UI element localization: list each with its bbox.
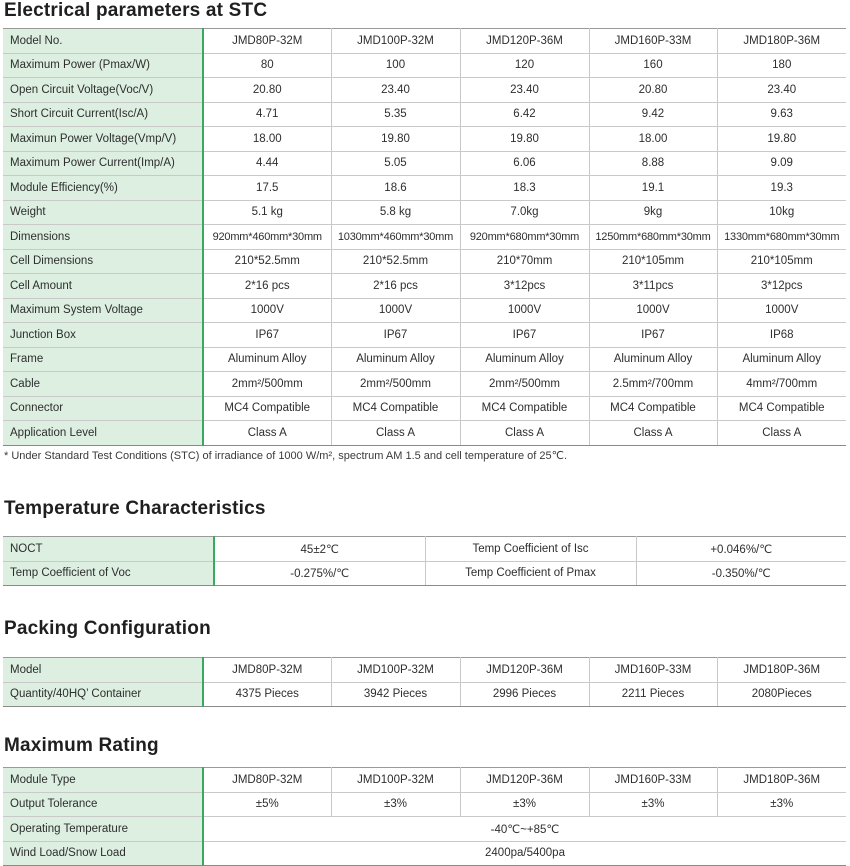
table-cell: 20.80 [589, 78, 717, 103]
row-label: Maximum Power Current(Imp/A) [3, 151, 203, 176]
table-cell: ±3% [460, 792, 589, 817]
packing-section-title: Packing Configuration [4, 618, 211, 639]
table-cell: 20.80 [203, 78, 331, 103]
table-row [3, 561, 846, 586]
row-label: NOCT [3, 537, 214, 562]
table-cell: JMD180P-36M [717, 768, 846, 793]
rating-section-title: Maximum Rating [4, 735, 159, 756]
table-cell: -0.275%/℃ [214, 561, 425, 586]
table-cell: 4.44 [203, 151, 331, 176]
table-cell: 6.42 [460, 102, 589, 127]
temperature-table [3, 536, 846, 586]
table-cell: JMD160P-33M [589, 658, 717, 683]
table-cell: JMD80P-32M [203, 768, 331, 793]
table-cell: 9kg [589, 200, 717, 225]
table-cell: 23.40 [717, 78, 846, 103]
table-cell: 4mm²/700mm [717, 372, 846, 397]
table-cell: 23.40 [460, 78, 589, 103]
table-cell: 18.3 [460, 176, 589, 201]
table-cell: Class A [331, 421, 460, 446]
table-cell: IP67 [331, 323, 460, 348]
stc-footnote: * Under Standard Test Conditions (STC) of irradiance of 1000 W/m², spectrum AM 1.5 and cell temperature of 25℃. [4, 450, 568, 462]
table-row [3, 792, 846, 817]
table-cell: 5.05 [331, 151, 460, 176]
table-cell: 19.80 [717, 127, 846, 152]
table-cell: Aluminum Alloy [589, 347, 717, 372]
rating-table [3, 767, 846, 866]
table-cell: 3*12pcs [717, 274, 846, 299]
table-cell: Class A [717, 421, 846, 446]
table-row [3, 841, 846, 866]
row-label: Application Level [3, 421, 203, 446]
table-cell: 45±2℃ [214, 537, 425, 562]
table-row [3, 421, 846, 446]
table-cell: 8.88 [589, 151, 717, 176]
table-row [3, 768, 846, 793]
table-row [3, 274, 846, 299]
table-cell: 1250mm*680mm*30mm [589, 225, 717, 250]
row-label: Model [3, 658, 203, 683]
table-row [3, 817, 846, 842]
table-cell: JMD160P-33M [589, 29, 717, 54]
table-cell: 100 [331, 53, 460, 78]
table-cell: 23.40 [331, 78, 460, 103]
table-cell: JMD80P-32M [203, 658, 331, 683]
table-row [3, 682, 846, 707]
table-cell: JMD180P-36M [717, 658, 846, 683]
table-cell: ±3% [331, 792, 460, 817]
table-row [3, 176, 846, 201]
table-row [3, 200, 846, 225]
table-row [3, 249, 846, 274]
table-cell: +0.046%/℃ [636, 537, 846, 562]
table-cell: 1330mm*680mm*30mm [717, 225, 846, 250]
table-cell: 1000V [331, 298, 460, 323]
table-row [3, 323, 846, 348]
table-row [3, 298, 846, 323]
row-label: Frame [3, 347, 203, 372]
table-cell: 2080Pieces [717, 682, 846, 707]
table-cell: 3*12pcs [460, 274, 589, 299]
table-cell: JMD100P-32M [331, 29, 460, 54]
table-row [3, 78, 846, 103]
row-label: Wind Load/Snow Load [3, 841, 203, 866]
table-cell: 3942 Pieces [331, 682, 460, 707]
table-cell: 5.8 kg [331, 200, 460, 225]
row-label: Short Circuit Current(Isc/A) [3, 102, 203, 127]
table-cell: JMD100P-32M [331, 658, 460, 683]
table-cell: 120 [460, 53, 589, 78]
table-cell: 2mm²/500mm [331, 372, 460, 397]
table-cell: JMD120P-36M [460, 29, 589, 54]
table-cell: 210*52.5mm [331, 249, 460, 274]
row-label: Cable [3, 372, 203, 397]
table-cell: 19.80 [460, 127, 589, 152]
row-label: Cell Dimensions [3, 249, 203, 274]
table-cell: MC4 Compatible [717, 396, 846, 421]
row-label: Model No. [3, 29, 203, 54]
table-cell: 19.80 [331, 127, 460, 152]
table-cell: 6.06 [460, 151, 589, 176]
table-cell: MC4 Compatible [589, 396, 717, 421]
table-cell: 210*52.5mm [203, 249, 331, 274]
table-cell: Aluminum Alloy [717, 347, 846, 372]
table-cell: 18.00 [589, 127, 717, 152]
table-cell: -0.350%/℃ [636, 561, 846, 586]
table-cell: ±3% [717, 792, 846, 817]
table-cell: 2mm²/500mm [460, 372, 589, 397]
row-label: Junction Box [3, 323, 203, 348]
row-label: Maximum Power (Pmax/W) [3, 53, 203, 78]
table-cell: 3*11pcs [589, 274, 717, 299]
table-cell: JMD80P-32M [203, 29, 331, 54]
table-row [3, 151, 846, 176]
table-cell: 2mm²/500mm [203, 372, 331, 397]
row-label: Quantity/40HQ’ Container [3, 682, 203, 707]
table-cell: 9.09 [717, 151, 846, 176]
row-label: Weight [3, 200, 203, 225]
row-label: Open Circuit Voltage(Voc/V) [3, 78, 203, 103]
table-cell: 210*105mm [717, 249, 846, 274]
table-cell: Class A [589, 421, 717, 446]
table-cell: 17.5 [203, 176, 331, 201]
table-cell-span: -40℃~+85℃ [203, 817, 846, 842]
table-row [3, 53, 846, 78]
table-cell: 5.35 [331, 102, 460, 127]
table-cell: 920mm*460mm*30mm [203, 225, 331, 250]
electrical-section-title: Electrical parameters at STC [4, 0, 268, 21]
table-cell: IP67 [460, 323, 589, 348]
row-label: Maximun Power Voltage(Vmp/V) [3, 127, 203, 152]
table-cell: Class A [460, 421, 589, 446]
table-cell: JMD120P-36M [460, 658, 589, 683]
table-cell: 80 [203, 53, 331, 78]
table-cell: Aluminum Alloy [460, 347, 589, 372]
row-label: Temp Coefficient of Voc [3, 561, 214, 586]
row-label: Cell Amount [3, 274, 203, 299]
table-cell: 1030mm*460mm*30mm [331, 225, 460, 250]
table-cell-span: 2400pa/5400pa [203, 841, 846, 866]
table-cell: 7.0kg [460, 200, 589, 225]
table-cell: Aluminum Alloy [331, 347, 460, 372]
table-cell: 10kg [717, 200, 846, 225]
temperature-section-title: Temperature Characteristics [4, 498, 266, 519]
table-cell: 1000V [589, 298, 717, 323]
table-row [3, 396, 846, 421]
table-cell: 9.63 [717, 102, 846, 127]
table-cell: MC4 Compatible [331, 396, 460, 421]
table-cell: 210*70mm [460, 249, 589, 274]
table-cell: IP67 [589, 323, 717, 348]
table-cell: 9.42 [589, 102, 717, 127]
row-label: Operating Temperature [3, 817, 203, 842]
row-label: Module Type [3, 768, 203, 793]
packing-table [3, 657, 846, 707]
table-cell: 4.71 [203, 102, 331, 127]
row-label-secondary: Temp Coefficient of Isc [425, 537, 636, 562]
table-cell: 2996 Pieces [460, 682, 589, 707]
table-cell: 2*16 pcs [203, 274, 331, 299]
table-cell: 18.00 [203, 127, 331, 152]
table-cell: JMD180P-36M [717, 29, 846, 54]
table-cell: 1000V [203, 298, 331, 323]
table-row [3, 658, 846, 683]
table-row [3, 372, 846, 397]
table-cell: IP67 [203, 323, 331, 348]
row-label: Module Efficiency(%) [3, 176, 203, 201]
table-cell: 2211 Pieces [589, 682, 717, 707]
row-label-secondary: Temp Coefficient of Pmax [425, 561, 636, 586]
table-cell: 2.5mm²/700mm [589, 372, 717, 397]
table-cell: Class A [203, 421, 331, 446]
table-cell: 19.3 [717, 176, 846, 201]
row-label: Maximum System Voltage [3, 298, 203, 323]
table-cell: 2*16 pcs [331, 274, 460, 299]
table-cell: JMD160P-33M [589, 768, 717, 793]
table-cell: 19.1 [589, 176, 717, 201]
table-row [3, 225, 846, 250]
table-cell: 18.6 [331, 176, 460, 201]
table-cell: IP68 [717, 323, 846, 348]
table-cell: MC4 Compatible [460, 396, 589, 421]
table-row [3, 127, 846, 152]
table-cell: 160 [589, 53, 717, 78]
table-cell: Aluminum Alloy [203, 347, 331, 372]
table-cell: 920mm*680mm*30mm [460, 225, 589, 250]
table-cell: 1000V [460, 298, 589, 323]
table-cell: JMD100P-32M [331, 768, 460, 793]
row-label: Connector [3, 396, 203, 421]
table-cell: 5.1 kg [203, 200, 331, 225]
row-label: Dimensions [3, 225, 203, 250]
table-cell: MC4 Compatible [203, 396, 331, 421]
table-cell: 210*105mm [589, 249, 717, 274]
table-row [3, 29, 846, 54]
table-row [3, 537, 846, 562]
table-row [3, 102, 846, 127]
row-label: Output Tolerance [3, 792, 203, 817]
electrical-parameters-table [3, 28, 846, 446]
table-cell: ±5% [203, 792, 331, 817]
table-cell: 4375 Pieces [203, 682, 331, 707]
table-row [3, 347, 846, 372]
table-cell: 1000V [717, 298, 846, 323]
table-cell: 180 [717, 53, 846, 78]
table-cell: ±3% [589, 792, 717, 817]
table-cell: JMD120P-36M [460, 768, 589, 793]
